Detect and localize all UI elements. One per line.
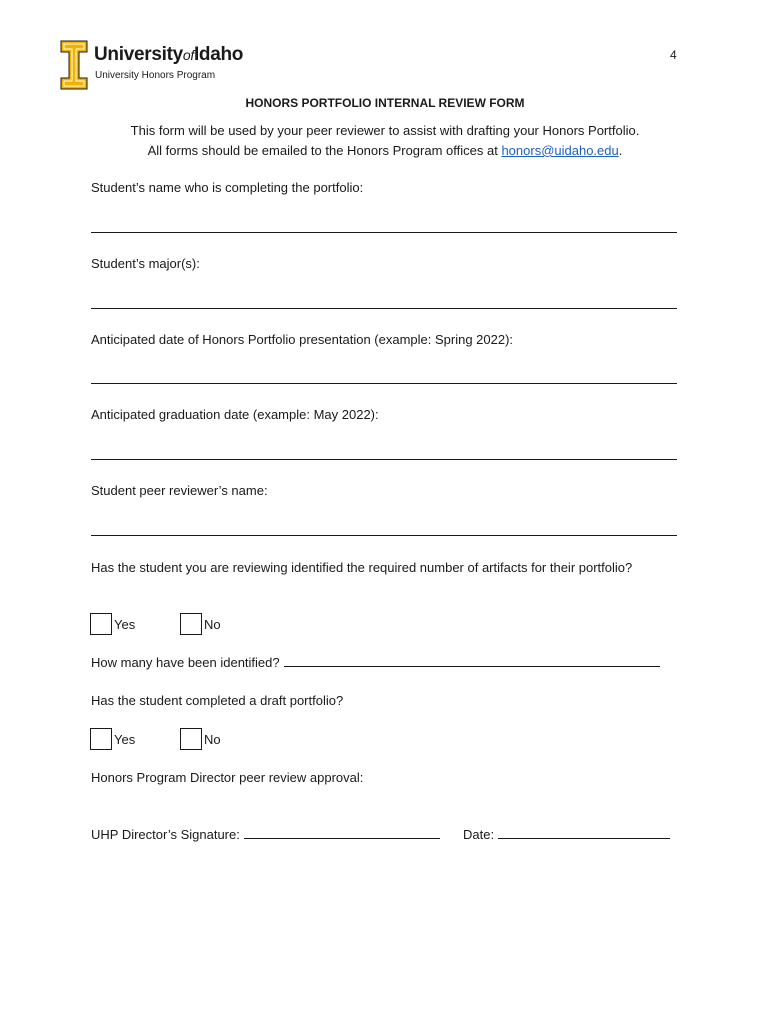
student-name-line[interactable]: [91, 232, 677, 233]
peer-reviewer-label: Student peer reviewer’s name:: [91, 483, 268, 498]
page-number: 4: [670, 48, 677, 62]
presentation-date-line[interactable]: [91, 383, 677, 384]
artifacts-no-label: No: [204, 617, 221, 632]
draft-yes-label: Yes: [114, 732, 136, 747]
artifacts-yes-label: Yes: [114, 617, 136, 632]
peer-reviewer-line[interactable]: [91, 535, 677, 536]
signature-row: [91, 827, 440, 842]
signature-line[interactable]: [244, 838, 440, 839]
university-of-idaho-logo: [60, 40, 250, 92]
draft-no-label: No: [204, 732, 221, 747]
idaho-i-icon: [60, 40, 88, 90]
graduation-date-label: Anticipated graduation date (example: May 2022):: [91, 407, 379, 422]
director-approval-label: Honors Program Director peer review approval:: [91, 770, 364, 785]
draft-no-checkbox[interactable]: [180, 728, 202, 750]
how-many-line[interactable]: [284, 666, 660, 667]
how-many-row: [91, 655, 660, 670]
signature-label: UHP Director’s Signature:: [91, 827, 240, 842]
logo-subtitle: University Honors Program: [95, 70, 216, 81]
presentation-date-label: Anticipated date of Honors Portfolio presentation (example: Spring 2022):: [91, 332, 514, 347]
email-link[interactable]: honors@uidaho.edu: [501, 143, 619, 158]
logo-wordmark: UniversityofIdaho: [94, 44, 244, 65]
date-label: Date:: [463, 827, 495, 842]
form-title: HONORS PORTFOLIO INTERNAL REVIEW FORM: [245, 96, 525, 110]
draft-question: Has the student completed a draft portfolio?: [91, 693, 344, 708]
date-row: [463, 827, 670, 842]
artifacts-yes-checkbox[interactable]: [90, 613, 112, 635]
intro-line-1: This form will be used by your peer reviewer to assist with drafting your Honors Portfolio.: [130, 123, 640, 138]
student-name-label: Student’s name who is completing the portfolio:: [91, 180, 364, 195]
majors-label: Student’s major(s):: [91, 256, 200, 271]
artifacts-no-checkbox[interactable]: [180, 613, 202, 635]
draft-yes-checkbox[interactable]: [90, 728, 112, 750]
graduation-date-line[interactable]: [91, 459, 677, 460]
intro-line-2: All forms should be emailed to the Honors Program offices at honors@uidaho.edu.: [147, 143, 623, 158]
artifacts-question: Has the student you are reviewing identified the required number of artifacts for their portfolio?: [91, 560, 633, 575]
how-many-label: How many have been identified?: [91, 655, 280, 670]
date-line[interactable]: [498, 838, 670, 839]
majors-line[interactable]: [91, 308, 677, 309]
